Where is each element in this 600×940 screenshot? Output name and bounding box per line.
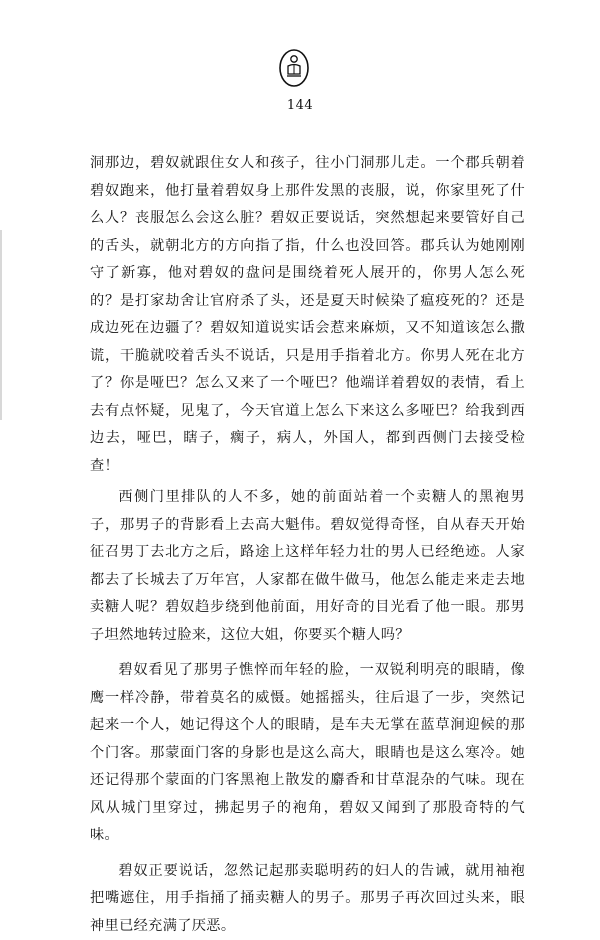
- body-text: [90, 150, 525, 940]
- paragraph: 西侧门里排队的人不多，她的前面站着一个卖糖人的黑袍男子，那男子的背影看上去高大魁伟。碧奴觉得奇怪，自从春天开始征召男丁去北方之后，路途上这样年轻力壮的男人已经绝迹。人家都去了长城去了万年宫，人家都在做牛做马，他怎么能走来走去地卖糖人呢？碧奴趋步绕到他前面，用好奇的目光看了他一眼。那男子坦然地转过脸来，这位大姐，你要买个糖人吗？: [90, 484, 525, 649]
- paragraph: 碧奴正要说话，忽然记起那卖聪明药的妇人的告诫，就用袖袍把嘴遮住，用手指捅了捅卖糖人的男子。那男子再次回过头来，眼神里已经充满了厌恶。: [90, 858, 525, 940]
- page-edge-shadow: [0, 230, 2, 420]
- paragraph: 碧奴看见了那男子憔悴而年轻的脸，一双锐利明亮的眼睛，像鹰一样冷静，带着莫名的威慑。她摇摇头，往后退了一步，突然记起来一个人，她记得这个人的眼睛，是车夫无掌在蓝草涧迎候的那个门客。那蒙面门客的身影也是这么高大，眼睛也是这么寒冷。她还记得那个蒙面的门客黑袍上散发的麝香和甘草混杂的气味。现在风从城门里穿过，拂起男子的袍角，碧奴又闻到了那股奇特的气味。: [90, 657, 525, 850]
- reader-emblem-icon: [278, 48, 310, 88]
- paragraph: 洞那边，碧奴就跟住女人和孩子，往小门洞那儿走。一个郡兵朝着碧奴跑来，他打量着碧奴身上那件发黑的丧服，说，你家里死了什么人？丧服怎么会这么脏？碧奴正要说话，突然想起来要管好自己的舌头，就朝北方的方向指了指，什么也没回答。郡兵认为她刚刚守了新寡，他对碧奴的盘问是围绕着死人展开的，你男人怎么死的？是打家劫舍让官府杀了头，还是夏天时候染了瘟疫死的？还是成边死在边疆了？碧奴知道说实话会惹来麻烦，又不知道该怎么撒谎，干脆就咬着舌头不说话，只是用手指着北方。你男人死在北方了？你是哑巴？怎么又来了一个哑巴？他端详着碧奴的表情，看上去有点怀疑，见鬼了，今天官道上怎么下来这么多哑巴？给我到西边去，哑巴，瞎子，瘸子，病人，外国人，都到西侧门去接受检查！: [90, 150, 525, 480]
- page-number: 144: [0, 98, 600, 113]
